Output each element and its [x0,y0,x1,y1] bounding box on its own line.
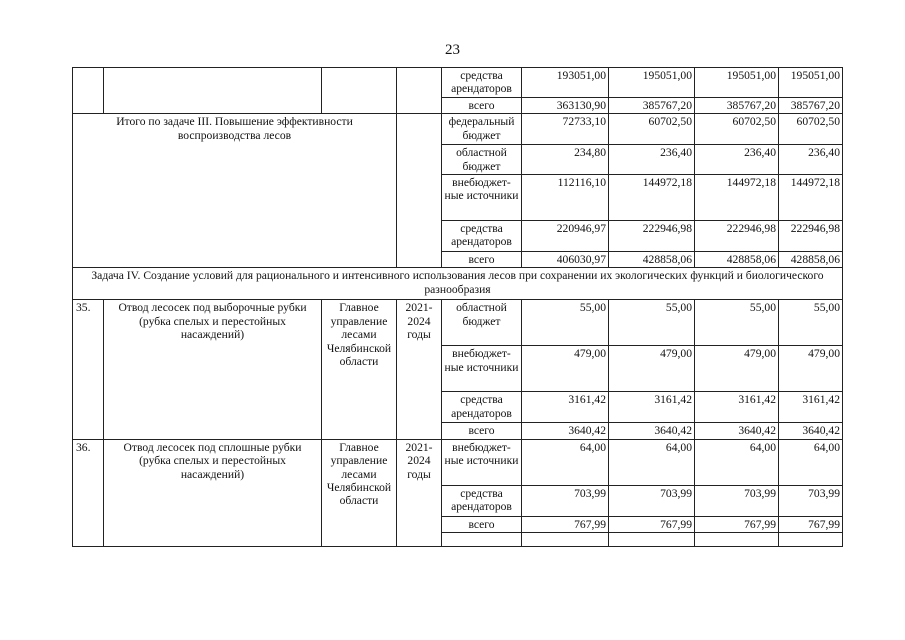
item-period: 2021-2024 годы [397,300,442,439]
value-cell: 222946,98 [779,221,843,252]
value-cell: 55,00 [695,300,779,346]
value-cell: 60702,50 [695,114,779,145]
value-cell: 428858,06 [695,252,779,268]
empty-cell [322,533,397,547]
source-cell: внебюджет-ные источники [442,439,522,485]
value-cell: 144972,18 [609,175,695,221]
table-row [73,439,843,485]
value-cell: 55,00 [522,300,609,346]
value-cell: 428858,06 [779,252,843,268]
source-cell: средства арендаторов [442,392,522,423]
item-number: 35. [73,300,104,439]
value-cell: 385767,20 [609,97,695,113]
value-cell: 64,00 [522,439,609,485]
table-row [73,533,843,547]
value-cell: 3640,42 [522,423,609,439]
table-body [73,68,843,547]
empty-cell [73,533,104,547]
value-cell: 703,99 [522,485,609,516]
empty-cell [397,533,442,547]
value-cell: 479,00 [609,346,695,392]
period-cell-empty [397,114,442,268]
value-cell: 60702,50 [609,114,695,145]
total-label: Итого по задаче III. Повышение эффективности воспроизводства лесов [73,114,397,268]
value-cell: 703,99 [609,485,695,516]
value-cell: 236,40 [779,145,843,175]
page-number: 23 [445,42,460,58]
value-cell: 406030,97 [522,252,609,268]
value-cell: 767,99 [695,516,779,532]
value-cell: 236,40 [695,145,779,175]
source-cell: средства арендаторов [442,221,522,252]
section-heading: Задача IV. Создание условий для рационального и интенсивного использования лесов при сохранении их экологических функций и биологического разнообразия [73,268,843,300]
value-cell: 220946,97 [522,221,609,252]
source-cell: областной бюджет [442,300,522,346]
empty-cell [522,533,609,547]
source-cell: внебюджет-ные источники [442,175,522,221]
item-number: 36. [73,439,104,532]
value-cell: 64,00 [695,439,779,485]
value-cell: 428858,06 [609,252,695,268]
value-cell: 195051,00 [779,68,843,98]
value-cell: 767,99 [522,516,609,532]
value-cell: 3161,42 [695,392,779,423]
executor-cell-empty [322,68,397,114]
source-cell: федеральный бюджет [442,114,522,145]
value-cell: 767,99 [609,516,695,532]
value-cell: 236,40 [609,145,695,175]
value-cell: 55,00 [609,300,695,346]
value-cell: 222946,98 [695,221,779,252]
value-cell: 64,00 [779,439,843,485]
value-cell: 60702,50 [779,114,843,145]
value-cell: 144972,18 [695,175,779,221]
value-cell: 234,80 [522,145,609,175]
value-cell: 703,99 [695,485,779,516]
name-cell-empty [104,68,322,114]
source-cell: средства арендаторов [442,68,522,98]
value-cell: 703,99 [779,485,843,516]
value-cell: 363130,90 [522,97,609,113]
empty-cell [695,533,779,547]
value-cell: 385767,20 [695,97,779,113]
item-period: 2021-2024 годы [397,439,442,532]
table-row [73,114,843,145]
source-cell: внебюджет-ные источники [442,346,522,392]
value-cell: 767,99 [779,516,843,532]
value-cell: 222946,98 [609,221,695,252]
value-cell: 3161,42 [609,392,695,423]
value-cell: 385767,20 [779,97,843,113]
value-cell: 3640,42 [695,423,779,439]
table-row [73,68,843,98]
item-name: Отвод лесосек под сплошные рубки (рубка спелых и перестойных насаждений) [104,439,322,532]
num-cell-empty [73,68,104,114]
source-cell: областной бюджет [442,145,522,175]
value-cell: 3640,42 [609,423,695,439]
table-row [73,268,843,300]
value-cell: 195051,00 [695,68,779,98]
value-cell: 64,00 [609,439,695,485]
source-cell: всего [442,97,522,113]
item-executor: Главное управление лесами Челябинской области [322,439,397,532]
value-cell: 72733,10 [522,114,609,145]
value-cell: 193051,00 [522,68,609,98]
value-cell: 112116,10 [522,175,609,221]
value-cell: 55,00 [779,300,843,346]
value-cell: 479,00 [779,346,843,392]
empty-cell [779,533,843,547]
source-cell: всего [442,252,522,268]
value-cell: 3161,42 [522,392,609,423]
value-cell: 144972,18 [779,175,843,221]
empty-cell [104,533,322,547]
value-cell: 3640,42 [779,423,843,439]
source-cell: всего [442,423,522,439]
value-cell: 195051,00 [609,68,695,98]
empty-cell [442,533,522,547]
item-executor: Главное управление лесами Челябинской области [322,300,397,439]
empty-cell [609,533,695,547]
value-cell: 3161,42 [779,392,843,423]
source-cell: всего [442,516,522,532]
source-cell: средства арендаторов [442,485,522,516]
budget-table [72,67,843,547]
period-cell-empty [397,68,442,114]
value-cell: 479,00 [695,346,779,392]
item-name: Отвод лесосек под выборочные рубки (рубка спелых и перестойных насаждений) [104,300,322,439]
table-row [73,300,843,346]
value-cell: 479,00 [522,346,609,392]
